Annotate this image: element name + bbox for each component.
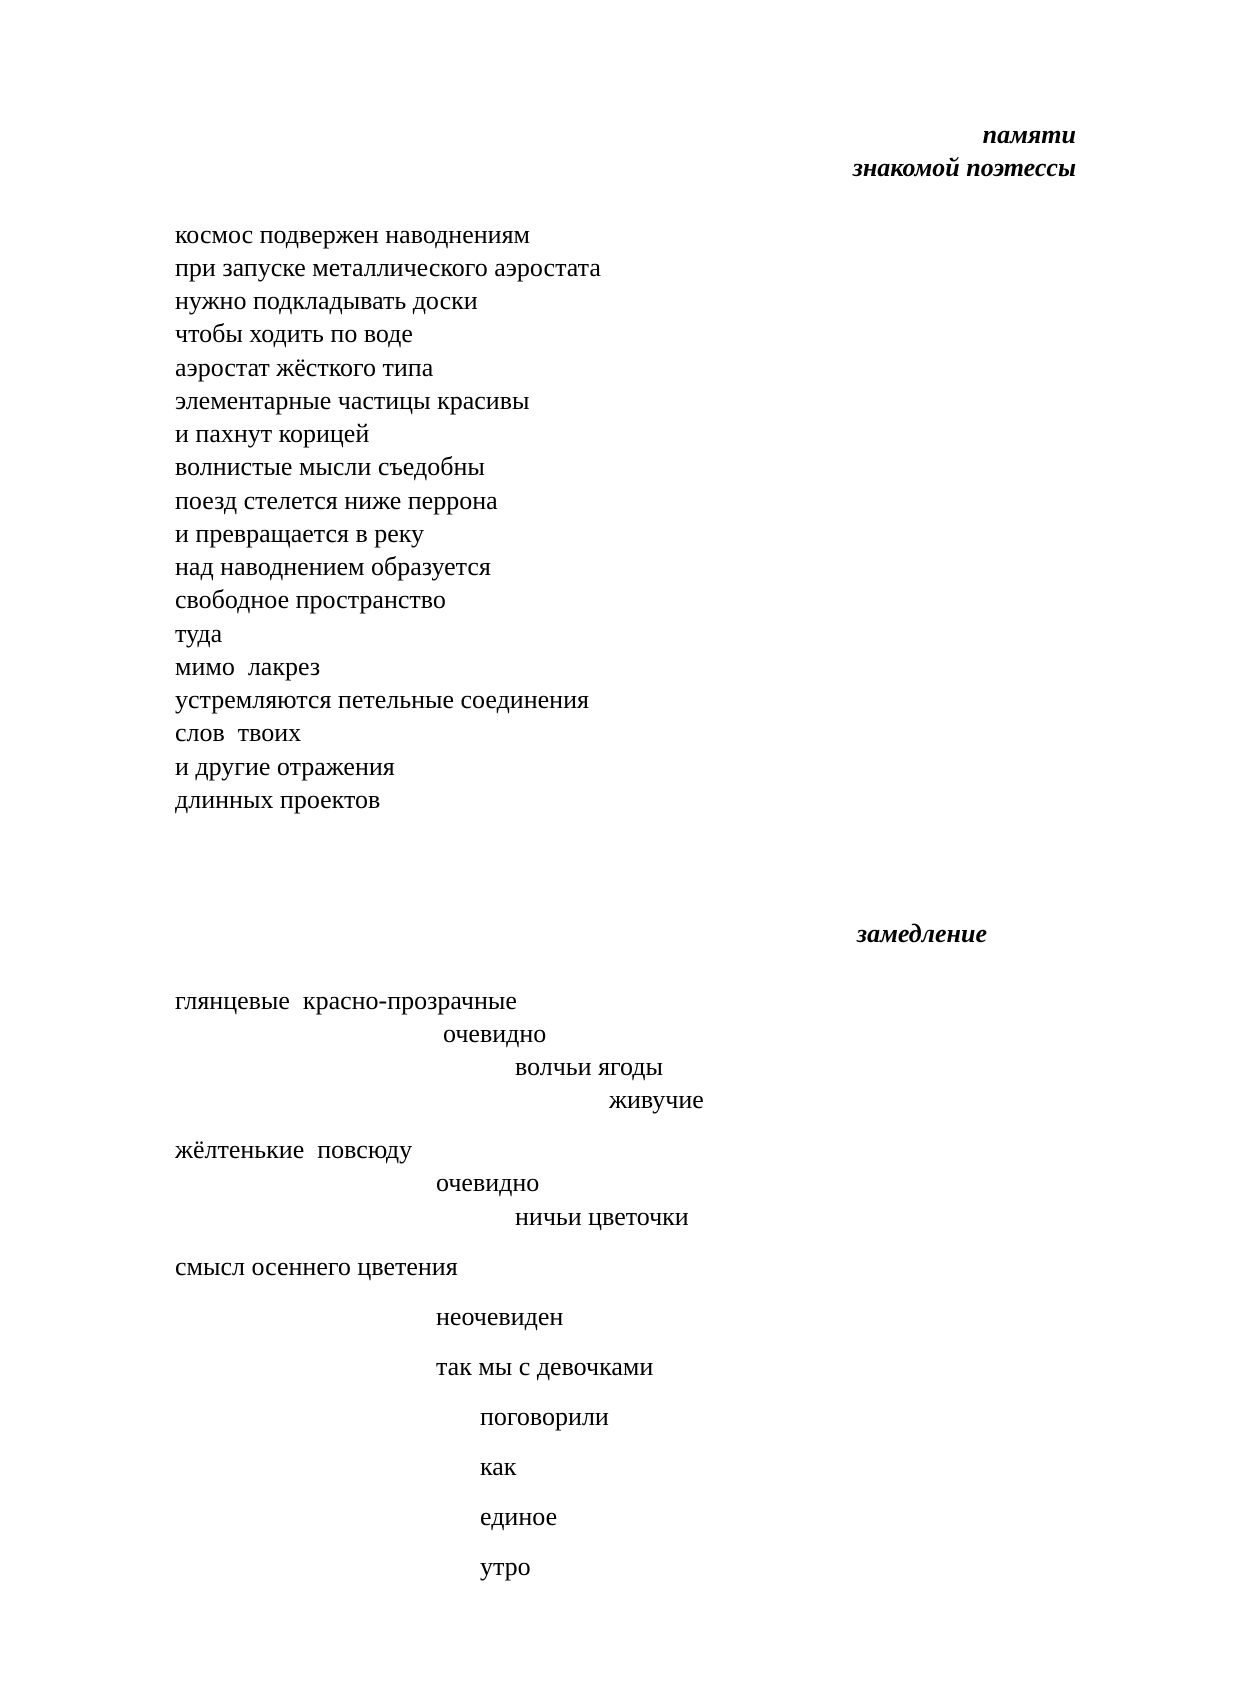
poem1-line: элементарные частицы красивы [175, 386, 530, 415]
poem2-line: живучие [609, 1085, 704, 1114]
epigraph-line-2: знакомой поэтессы [852, 153, 1076, 182]
poem1-line: нужно подкладывать доски [175, 286, 478, 315]
poem2-line: ничьи цветочки [515, 1202, 689, 1231]
poem1-line: свободное пространство [175, 585, 446, 614]
poem2-line: волчьи ягоды [515, 1052, 664, 1081]
poem1-line: космос подвержен наводнениям [175, 220, 530, 249]
poem1-line: поезд стелется ниже перрона [175, 486, 498, 515]
poem1-line: над наводнением образуется [175, 552, 491, 581]
poem2-line: очевидно [443, 1019, 547, 1048]
poem2-line: смысл осеннего цветения [175, 1252, 458, 1281]
poem2-title: замедление [856, 919, 987, 948]
poem1-line: и пахнут корицей [175, 419, 370, 448]
poem2-line: жёлтенькие повсюду [175, 1135, 413, 1164]
poem2-line: неочевиден [436, 1302, 564, 1331]
poem2-line: утро [480, 1552, 531, 1581]
epigraph-line-1: памяти [982, 120, 1076, 149]
poem1-line: и превращается в реку [175, 519, 425, 548]
poem2-line: как [480, 1452, 517, 1481]
poem1-line: волнистые мысли съедобны [175, 452, 485, 481]
poem2-line: поговорили [480, 1402, 609, 1431]
poem1-line: аэростат жёсткого типа [175, 353, 434, 382]
poem1-line: мимо лакрез [175, 652, 321, 681]
poem2-line: так мы с девочками [436, 1352, 654, 1381]
poem1-line: слов твоих [175, 718, 302, 747]
poem1-line: устремляются петельные соединения [175, 685, 589, 714]
poem2-line: глянцевые красно-прозрачные [175, 986, 517, 1015]
poem1-line: и другие отражения [175, 752, 395, 781]
poem2-line: единое [480, 1502, 558, 1531]
poem1-line: туда [175, 619, 223, 648]
poem2-line: очевидно [436, 1168, 540, 1197]
poem1-line: длинных проектов [175, 785, 381, 814]
poem1-line: при запуске металлического аэростата [175, 253, 601, 282]
poem1-line: чтобы ходить по воде [175, 319, 413, 348]
